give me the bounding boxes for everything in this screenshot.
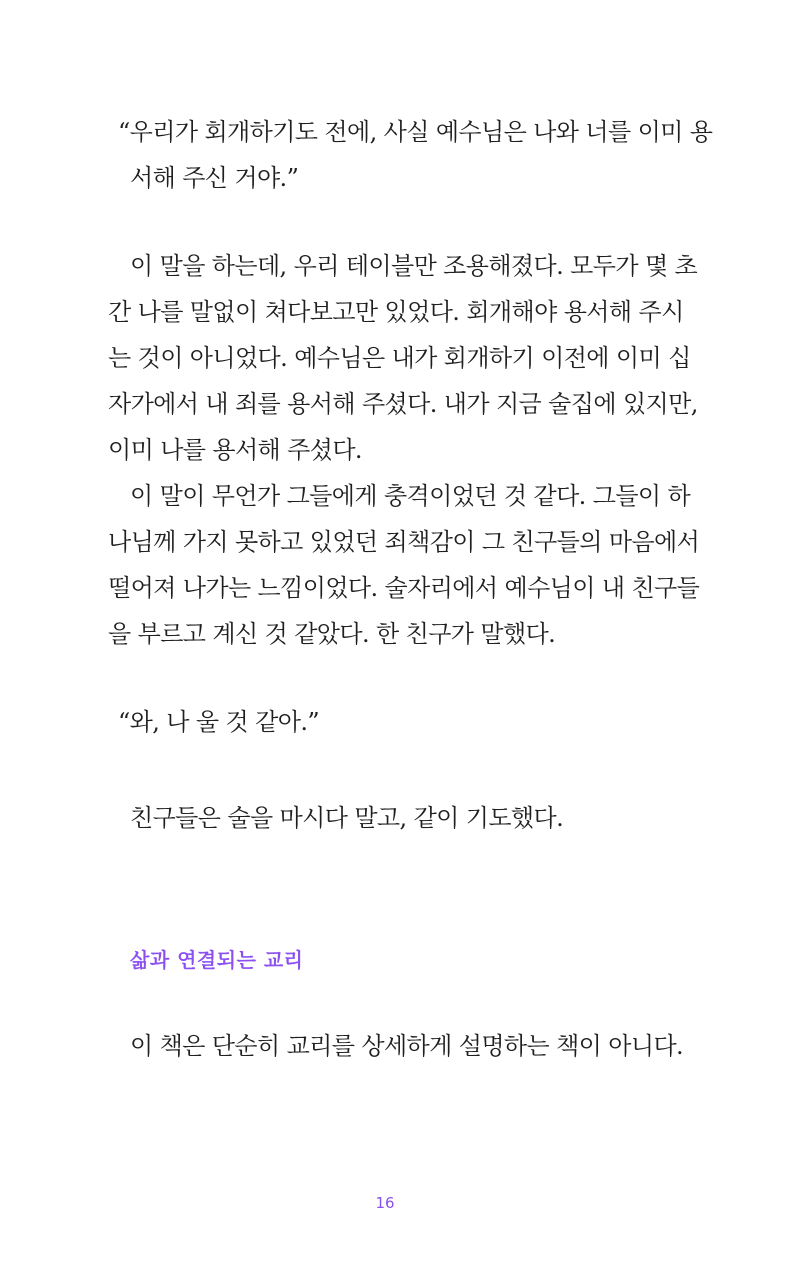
section-heading: 삶과 연결되는 교리 <box>130 948 304 972</box>
paragraph-line: 간 나를 말없이 쳐다보고만 있었다. 회개해야 용서해 주시 <box>108 298 684 326</box>
paragraph-line: 나님께 가지 못하고 있었던 죄책감이 그 친구들의 마음에서 <box>108 528 700 556</box>
page-number: 16 <box>375 1194 395 1212</box>
paragraph-line: 을 부르고 계신 것 같았다. 한 친구가 말했다. <box>108 620 556 648</box>
paragraph-line: 자가에서 내 죄를 용서해 주셨다. 내가 지금 술집에 있지만, <box>108 390 698 418</box>
paragraph-line: 는 것이 아니었다. 예수님은 내가 회개하기 이전에 이미 십 <box>108 344 691 372</box>
paragraph-line: 친구들은 술을 마시다 말고, 같이 기도했다. <box>130 804 564 832</box>
quote-line: “와, 나 울 것 같아.” <box>118 708 320 736</box>
quote-line: 서해 주신 거야.” <box>130 164 299 192</box>
paragraph-line: 이 말이 무언가 그들에게 충격이었던 것 같다. 그들이 하 <box>130 482 691 510</box>
quote-line: “우리가 회개하기도 전에, 사실 예수님은 나와 너를 이미 용 <box>118 118 713 146</box>
paragraph-line: 떨어져 나가는 느낌이었다. 술자리에서 예수님이 내 친구들 <box>108 574 700 602</box>
paragraph-line: 이미 나를 용서해 주셨다. <box>108 436 362 464</box>
paragraph-line: 이 책은 단순히 교리를 상세하게 설명하는 책이 아니다. <box>130 1032 684 1060</box>
paragraph-line: 이 말을 하는데, 우리 테이블만 조용해졌다. 모두가 몇 초 <box>130 252 698 280</box>
